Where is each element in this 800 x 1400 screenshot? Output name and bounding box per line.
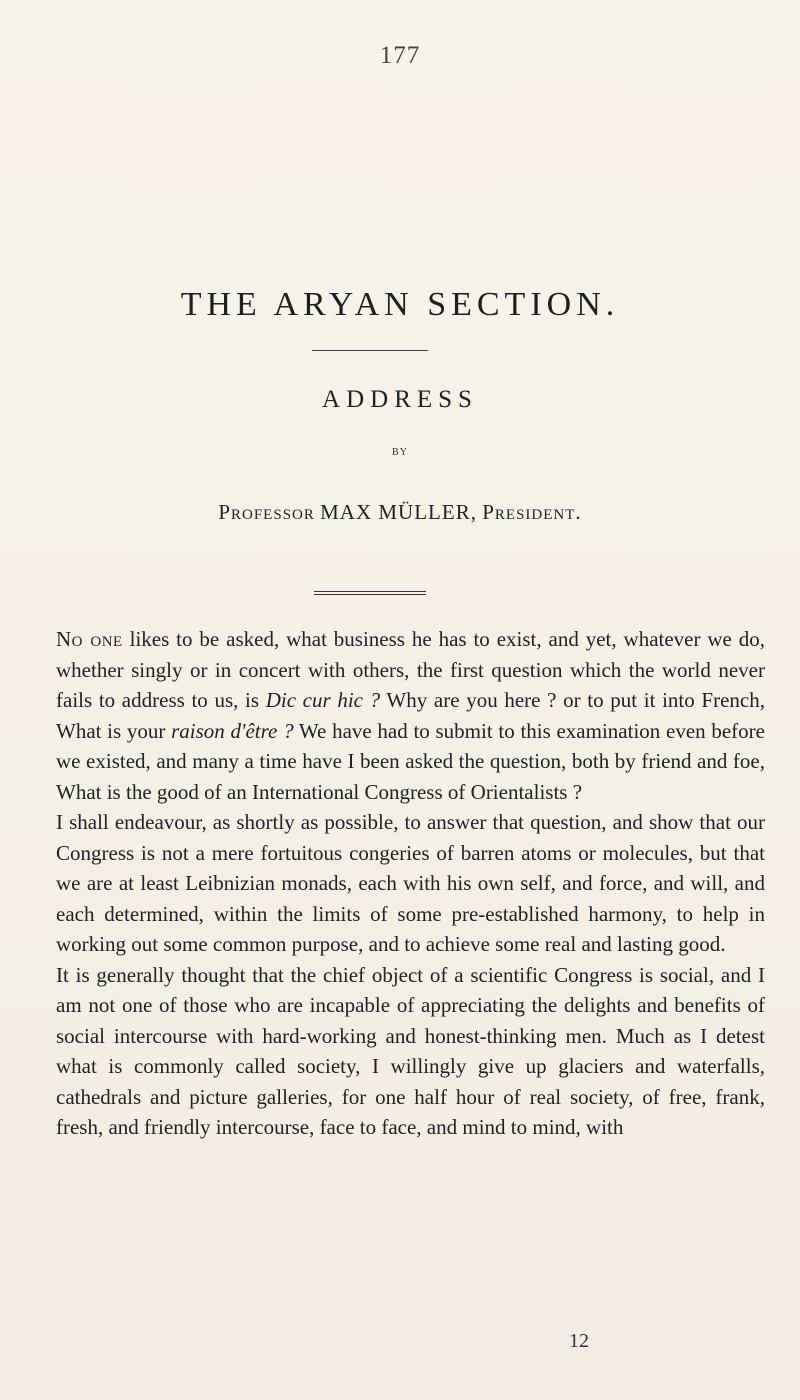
paragraph-2: I shall endeavour, as shortly as possible, to answer that question, and show that our Congress is not a mere fortuitous congeries of barren atoms or molecules, but that we are at least Leibnizian monads, each with his own self, and force, and will, and each determined, within the limits of some pre-established harmony, to help in working out some common purpose, and to achieve some real and lasting good. <box>56 810 765 956</box>
latin-phrase: Dic cur hic ? <box>265 688 381 712</box>
paragraph-3: It is generally thought that the chief object of a scientific Congress is social, and I am not one of those who are incapable of appreciating the delights and benefits of social intercourse with hard-working and honest-thinking men. Much as I detest what is commonly called society, I willingly give up glaciers and waterfalls, cathedrals and picture galleries, for one half hour of real society, of free, frank, fresh, and friendly intercourse, face to face, and mind to mind, with <box>56 962 765 1139</box>
address-body <box>56 624 765 1143</box>
author-name: MAX MÜLLER, <box>320 500 477 524</box>
paragraph-1-text-c: We have had to submit to this examination even before we existed, and many a time have I been asked the question, both by friend and foe, What is the good of an International Congress of Orientalists ? <box>56 718 765 804</box>
author-byline <box>0 500 800 525</box>
opening-words: No one <box>56 627 123 651</box>
author-title: Professor <box>218 500 315 524</box>
double-rule-divider <box>314 591 426 595</box>
address-title: ADDRESS <box>322 386 478 413</box>
paragraph-1-text-b: Why are you here ? or to put it into French, What is your <box>56 688 765 743</box>
author-role: President. <box>482 500 582 524</box>
by-label: BY <box>392 447 408 458</box>
paragraph-1-text-a: likes to be asked, what business he has to exist, and yet, whatever we do, whether singly or in concert with others, the first question which the world never fails to address to us, is <box>56 627 766 712</box>
section-title: THE ARYAN SECTION. <box>180 286 620 323</box>
french-phrase: raison d'être ? <box>171 718 294 743</box>
signature-mark: 12 <box>569 1330 589 1352</box>
short-rule-divider <box>312 350 428 351</box>
page-number: 177 <box>379 42 421 69</box>
paragraph-1 <box>56 624 765 807</box>
